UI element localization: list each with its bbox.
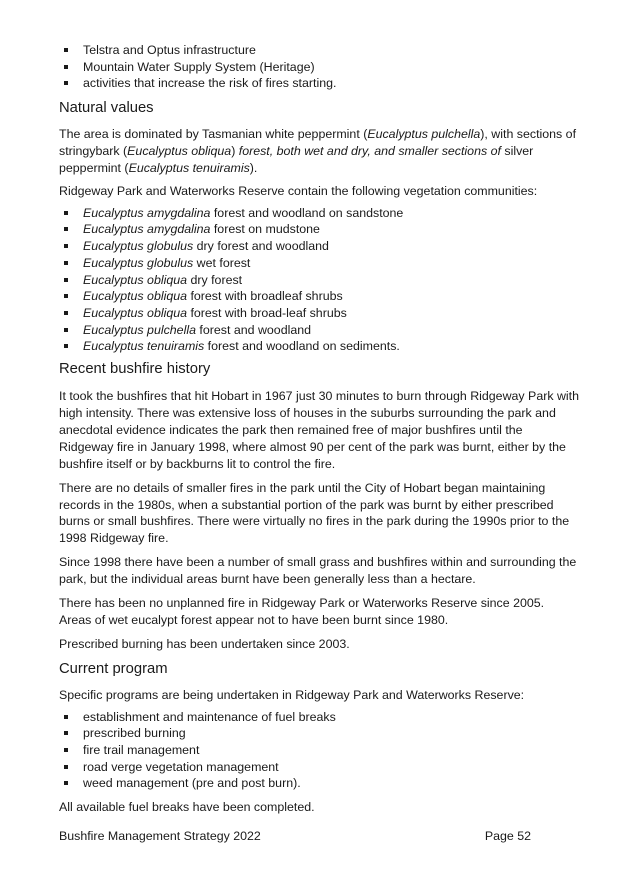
- document-page: [59, 42, 579, 816]
- list-item: activities that increase the risk of fires starting.: [59, 75, 579, 92]
- list-item: Eucalyptus obliqua forest with broad-leaf shrubs: [59, 305, 579, 322]
- list-item: Telstra and Optus infrastructure: [59, 42, 579, 59]
- current-program-list: [59, 709, 579, 793]
- list-item: weed management (pre and post burn).: [59, 775, 579, 792]
- page-footer: [59, 829, 531, 843]
- footer-title: Bushfire Management Strategy 2022: [59, 829, 261, 843]
- heading-recent-bushfire-history: Recent bushfire history: [59, 361, 211, 378]
- list-item: establishment and maintenance of fuel breaks: [59, 709, 579, 726]
- intro-bullet-list: [59, 42, 579, 92]
- natural-values-paragraph-1: The area is dominated by Tasmanian white peppermint (Eucalyptus pulchella), with sections of stringybark (Eucalyptus obliqua) forest, both wet and dry, and smaller sections of silver peppermint (Eucalyptus tenuiramis).: [59, 127, 577, 175]
- list-item: Eucalyptus globulus dry forest and woodland: [59, 238, 579, 255]
- history-paragraph-2: There are no details of smaller fires in the park until the City of Hobart began maintaining records in the 1980s, when a substantial portion of the park was burnt by either prescribed burns or small bushfires. There were virtually no fires in the park during the 1990s prior to the 1998 Ridgeway fire.: [59, 480, 570, 546]
- history-paragraph-4: There has been no unplanned fire in Ridgeway Park or Waterworks Reserve since 2005. Areas of wet eucalypt forest appear not to have been burnt since 1980.: [59, 596, 545, 627]
- current-program-intro: Specific programs are being undertaken in Ridgeway Park and Waterworks Reserve:: [59, 687, 525, 702]
- list-item: Eucalyptus amygdalina forest on mudstone: [59, 221, 579, 238]
- list-item: Eucalyptus obliqua dry forest: [59, 272, 579, 289]
- list-item: prescribed burning: [59, 725, 579, 742]
- page-number: Page 52: [484, 829, 531, 843]
- list-item: Eucalyptus pulchella forest and woodland: [59, 322, 579, 339]
- history-paragraph-1: It took the bushfires that hit Hobart in 1967 just 30 minutes to burn through Ridgeway Park with high intensity. There was extensive loss of houses in the suburbs surrounding the park and anecdotal evidence indicates the park then remained free of major bushfires until the Ridgeway fire in January 1998, where almost 90 per cent of the park was burnt, either by the bushfire itself or by backburns lit to control the fire.: [59, 389, 580, 471]
- vegetation-communities-list: [59, 205, 579, 355]
- list-item: fire trail management: [59, 742, 579, 759]
- current-program-closing: All available fuel breaks have been completed.: [59, 800, 315, 815]
- list-item: Eucalyptus obliqua forest with broadleaf shrubs: [59, 288, 579, 305]
- list-item: Eucalyptus tenuiramis forest and woodland on sediments.: [59, 338, 579, 355]
- natural-values-paragraph-2: Ridgeway Park and Waterworks Reserve contain the following vegetation communities:: [59, 183, 538, 198]
- heading-natural-values: Natural values: [59, 100, 154, 117]
- list-item: Eucalyptus globulus wet forest: [59, 255, 579, 272]
- history-paragraph-3: Since 1998 there have been a number of small grass and bushfires within and surrounding the park, but the individual areas burnt have been generally less than a hectare.: [59, 555, 577, 587]
- heading-current-program: Current program: [59, 660, 168, 677]
- list-item: road verge vegetation management: [59, 759, 579, 776]
- list-item: Mountain Water Supply System (Heritage): [59, 59, 579, 76]
- list-item: Eucalyptus amygdalina forest and woodland on sandstone: [59, 205, 579, 222]
- history-paragraph-5: Prescribed burning has been undertaken since 2003.: [59, 636, 350, 651]
